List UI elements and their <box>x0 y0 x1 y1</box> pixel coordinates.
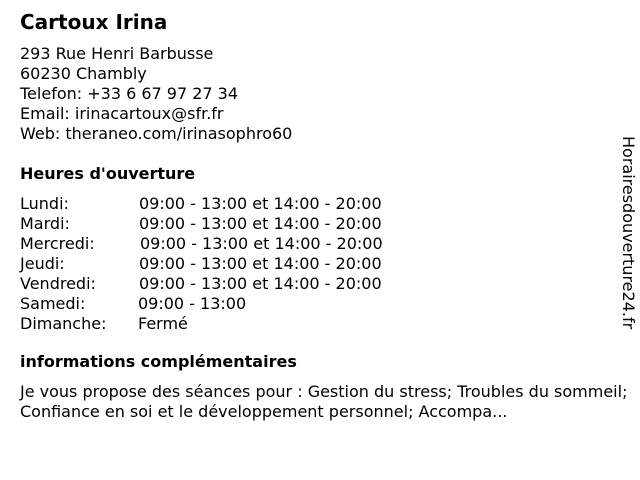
hours-row-friday <box>20 274 628 294</box>
phone: Telefon: +33 6 67 97 27 34 <box>20 84 239 103</box>
hours-day: Samedi: <box>20 294 86 313</box>
hours-table <box>20 194 628 334</box>
hours-title: Heures d'ouverture <box>20 164 196 183</box>
hours-day: Lundi: <box>20 194 69 213</box>
website: Web: theraneo.com/irinasophro60 <box>20 124 293 143</box>
brand-watermark: Horairesdouverture24.fr <box>619 136 638 330</box>
hours-time: 09:00 - 13:00 et 14:00 - 20:00 <box>139 214 382 233</box>
hours-day: Mercredi: <box>20 234 95 253</box>
side-brand <box>616 136 640 346</box>
address-line2: 60230 Chambly <box>20 64 147 83</box>
hours-day: Mardi: <box>20 214 70 233</box>
info-text: Je vous propose des séances pour : Gestion du stress; Troubles du sommeil; Confiance en soi et le développement personnel; Accompa... <box>20 382 628 421</box>
hours-time: 09:00 - 13:00 et 14:00 - 20:00 <box>139 274 382 293</box>
hours-row-tuesday <box>20 214 628 234</box>
hours-row-thursday <box>20 254 628 274</box>
email: Email: irinacartoux@sfr.fr <box>20 104 224 123</box>
hours-time: 09:00 - 13:00 et 14:00 - 20:00 <box>139 194 382 213</box>
hours-time: 09:00 - 13:00 et 14:00 - 20:00 <box>139 254 382 273</box>
hours-day: Dimanche: <box>20 314 107 333</box>
hours-day: Vendredi: <box>20 274 96 293</box>
business-card <box>20 8 628 422</box>
hours-time: 09:00 - 13:00 et 14:00 - 20:00 <box>140 234 383 253</box>
hours-time: Fermé <box>138 314 188 333</box>
business-name: Cartoux Irina <box>20 10 168 34</box>
address-line1: 293 Rue Henri Barbusse <box>20 44 214 63</box>
hours-row-sunday <box>20 314 628 334</box>
info-title: informations complémentaires <box>20 352 297 371</box>
hours-day: Jeudi: <box>20 254 65 273</box>
hours-time: 09:00 - 13:00 <box>138 294 247 313</box>
hours-row-monday <box>20 194 628 214</box>
hours-row-saturday <box>20 294 628 314</box>
hours-row-wednesday <box>20 234 628 254</box>
